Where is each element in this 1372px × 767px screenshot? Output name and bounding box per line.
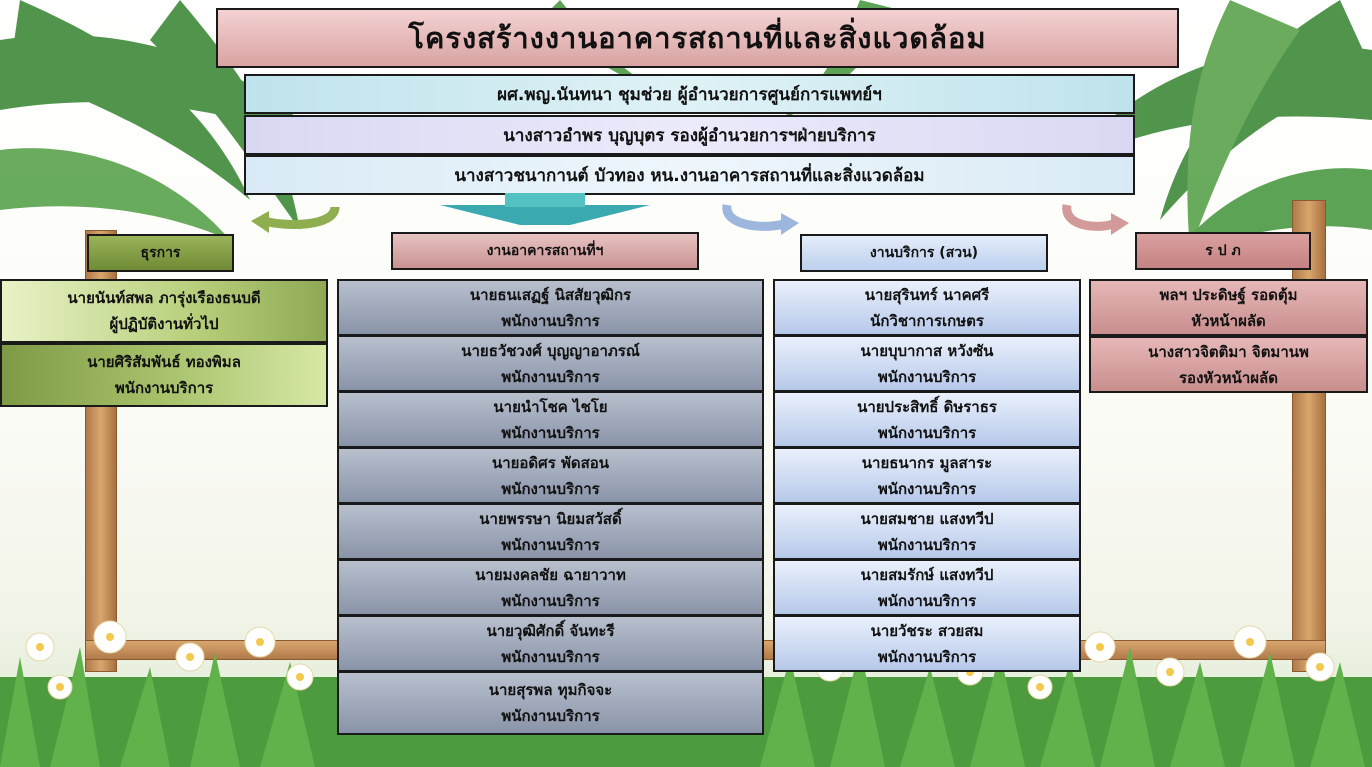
staff-role: พนักงานบริการ [501, 535, 600, 554]
staff-name: นายศิริสัมพันธ์ ทองพิมล [87, 353, 241, 371]
admin-staff-card [0, 279, 328, 343]
staff-role: พนักงานบริการ [501, 479, 600, 498]
staff-role: พนักงานบริการ [877, 647, 977, 666]
service-staff-card [773, 391, 1081, 448]
staff-name: นายนันท์สพล ภารุ่งเรืองธนบดี [67, 289, 261, 307]
staff-role: ผู้ปฏิบัติงานทั่วไป [109, 315, 219, 333]
building-staff-card [337, 447, 764, 504]
staff-role: พนักงานบริการ [501, 647, 600, 666]
down-arrow-icon [440, 193, 650, 227]
dept-service-header: งานบริการ (สวน) [800, 234, 1048, 272]
staff-role: นักวิชาการเกษตร [870, 311, 984, 330]
dept-security-header: ร ป ภ [1135, 232, 1311, 270]
staff-name: นายนำโชค ไชโย [493, 397, 608, 416]
curved-arrow-left-icon [245, 195, 345, 245]
staff-name: นายประสิทธิ์ ดิษราธร [857, 397, 997, 416]
service-staff-card [773, 559, 1081, 616]
chart-title: โครงสร้างงานอาคารสถานที่และสิ่งแวดล้อม [216, 8, 1179, 68]
director-box: ผศ.พญ.นันทนา ชุมช่วย ผู้อำนวยการศูนย์การแพทย์ฯ [244, 74, 1135, 114]
staff-name: นายมงคลชัย ฉายาวาท [475, 565, 626, 584]
staff-role: หัวหน้าผลัด [1191, 311, 1266, 330]
staff-name: นางสาวจิตติมา จิตมานพ [1148, 342, 1309, 361]
staff-role: พนักงานบริการ [877, 591, 977, 610]
staff-name: นายธวัชวงศ์ บุญญาอาภรณ์ [461, 341, 640, 360]
dept-admin-header: ธุรการ [87, 234, 234, 272]
staff-name: นายสมรักษ์ แสงทวีป [860, 565, 994, 584]
staff-name: นายบุบากาส หวังซัน [860, 341, 994, 360]
service-staff-card [773, 447, 1081, 504]
staff-role: พนักงานบริการ [877, 367, 977, 386]
dept-building-header: งานอาคารสถานที่ฯ [391, 232, 699, 270]
staff-name: นายพรรษา นิยมสวัสดิ์ [479, 509, 622, 528]
deputy-director-box: นางสาวอำพร บุญบุตร รองผู้อำนวยการฯฝ่ายบริการ [244, 115, 1135, 155]
building-staff-card [337, 615, 764, 672]
curved-arrow-right-icon [715, 195, 805, 245]
staff-name: นายอดิศร พัดสอน [491, 453, 610, 472]
building-staff-card [337, 279, 764, 336]
security-staff-card [1089, 336, 1368, 393]
building-staff-card [337, 391, 764, 448]
staff-name: นายวัชระ สวยสม [870, 621, 984, 640]
building-staff-card [337, 503, 764, 560]
staff-name: นายสมชาย แสงทวีป [860, 509, 994, 528]
service-staff-card [773, 615, 1081, 672]
staff-role: พนักงานบริการ [877, 535, 977, 554]
staff-name: นายธนเสฏฐ์ นิสสัยวุฒิกร [469, 285, 632, 304]
staff-name: พลฯ ประดิษฐ์ รอดตุ้ม [1159, 285, 1298, 304]
staff-role: พนักงานบริการ [501, 423, 600, 442]
staff-role: พนักงานบริการ [877, 423, 977, 442]
service-staff-card [773, 279, 1081, 336]
staff-role: พนักงานบริการ [501, 311, 600, 330]
staff-role: พนักงานบริการ [501, 707, 600, 725]
staff-role: พนักงานบริการ [501, 591, 600, 610]
service-staff-card [773, 335, 1081, 392]
staff-role: รองหัวหน้าผลัด [1179, 368, 1278, 387]
service-staff-card [773, 503, 1081, 560]
staff-name: นายสุรินทร์ นาคศรี [864, 285, 990, 304]
building-staff-card [337, 559, 764, 616]
frame-post-right [1292, 200, 1326, 672]
staff-name: นายสุรพล ทุมกิจจะ [488, 681, 613, 699]
admin-staff-card [0, 343, 328, 407]
staff-name: นายวุฒิศักดิ์ จันทะรี [486, 621, 615, 640]
staff-name: นายธนากร มูลสาระ [861, 453, 993, 472]
staff-role: พนักงานบริการ [501, 367, 600, 386]
staff-role: พนักงานบริการ [114, 379, 214, 397]
section-head-box: นางสาวชนากานต์ บัวทอง หน.งานอาคารสถานที่และสิ่งแวดล้อม [244, 155, 1135, 195]
building-staff-card [337, 335, 764, 392]
building-staff-card [337, 671, 764, 735]
curved-arrow-rpp-icon [1055, 195, 1135, 245]
staff-role: พนักงานบริการ [877, 479, 977, 498]
security-staff-card [1089, 279, 1368, 336]
